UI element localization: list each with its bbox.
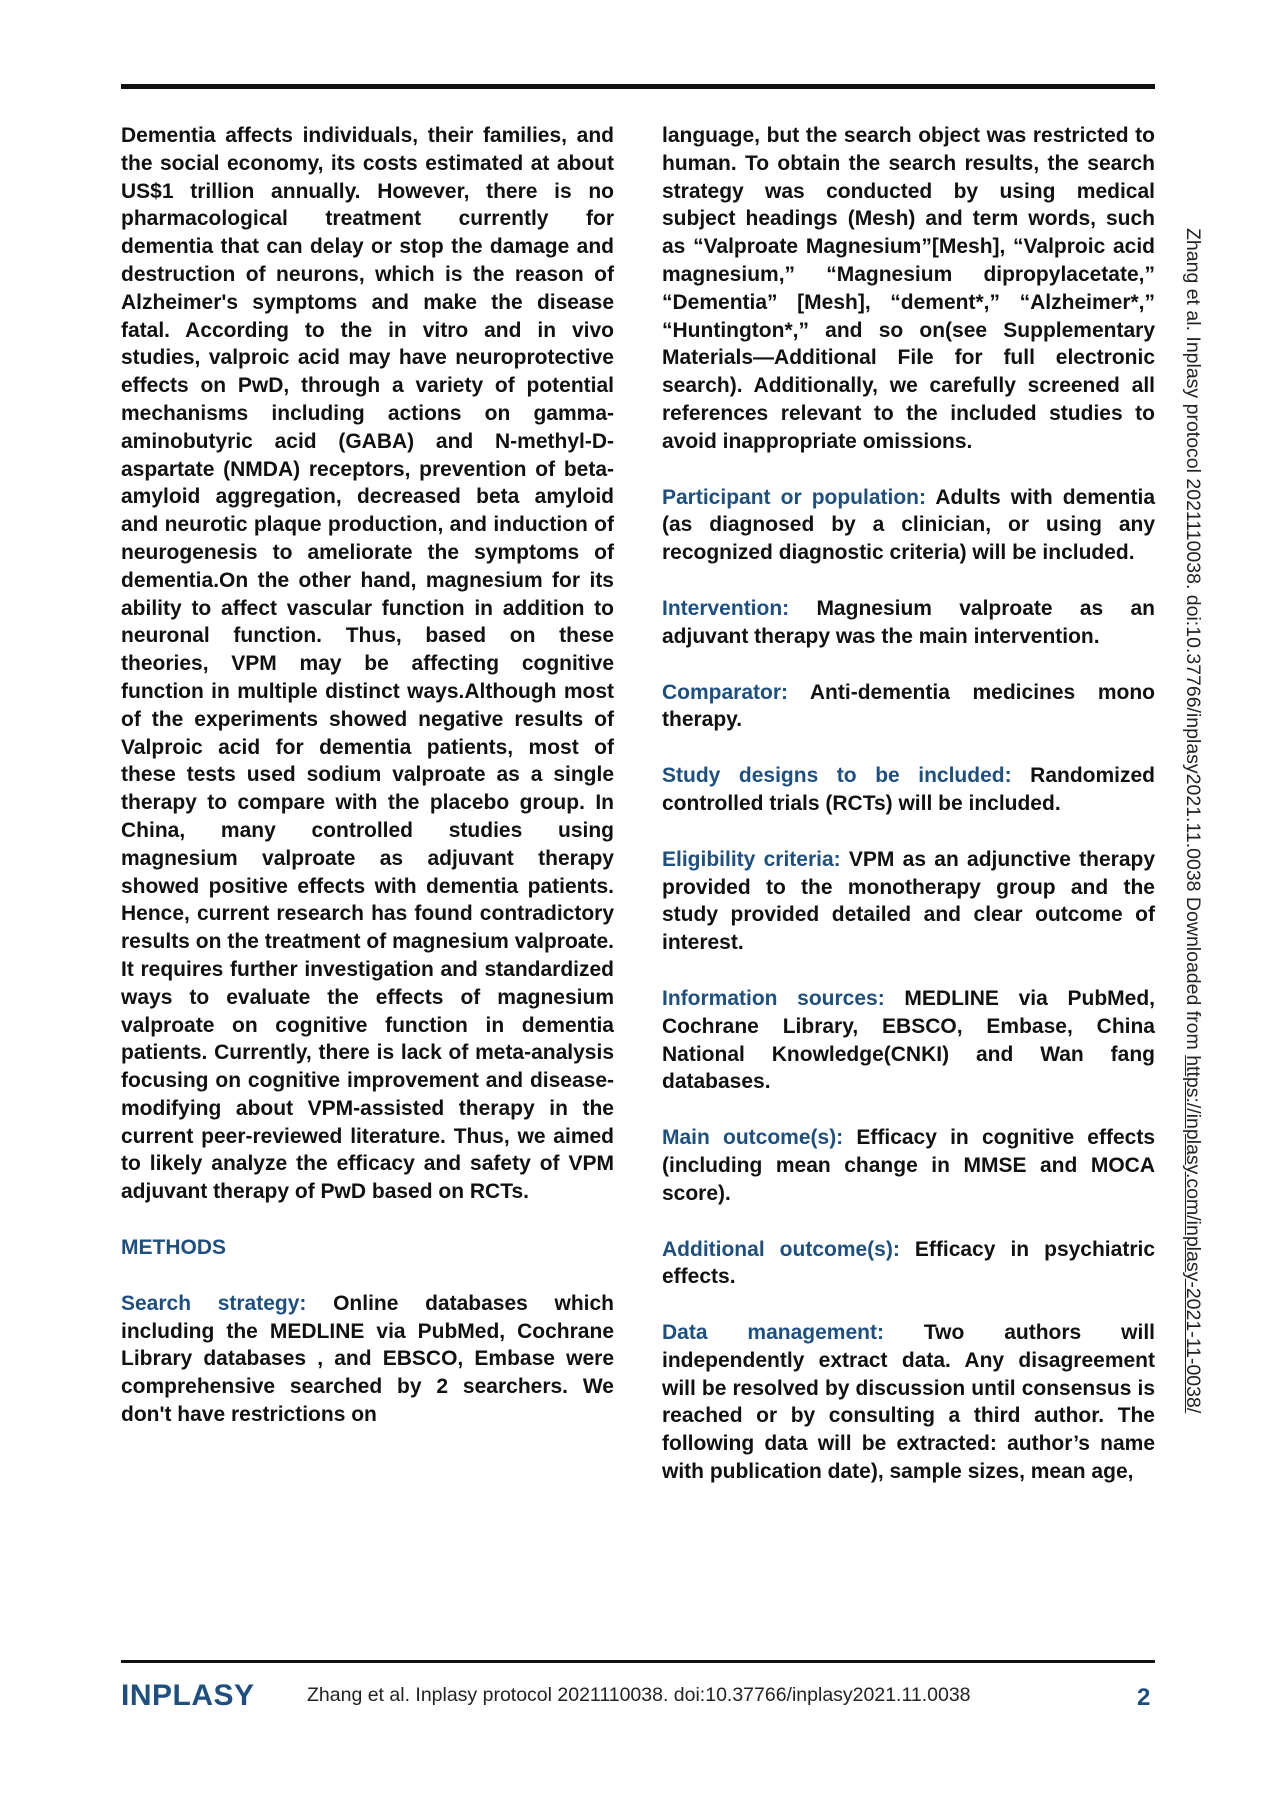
comparator-text: Anti-dementia medicines mono therapy. [662,680,1156,732]
search-strategy-label: Search strategy: [121,1291,307,1315]
additional-outcome-label: Additional outcome(s): [662,1237,900,1261]
participant-label: Participant or population: [662,485,926,509]
left-column [121,122,614,1457]
methods-heading: METHODS [121,1236,226,1260]
information-sources-label: Information sources: [662,986,885,1010]
comparator-paragraph [662,679,1155,735]
participant-text: Adults with dementia (as diagnosed by a clinician, or using any recognized diagnostic criteria) will be included. [662,485,1155,565]
main-outcome-label: Main outcome(s): [662,1126,844,1150]
footer-brand-logo: INPLASY [121,1679,255,1712]
intervention-paragraph [662,595,1155,651]
additional-outcome-text: Efficacy in psychiatric effects. [662,1237,1156,1289]
intervention-text: Magnesium valproate as an adjuvant therapy was the main intervention. [662,596,1155,648]
data-management-paragraph [662,1319,1155,1486]
main-outcome-text: Efficacy in cognitive effects (including mean change in MMSE and MOCA score). [662,1126,1155,1205]
right-column [662,122,1155,1514]
download-sidebar [1181,228,1204,1413]
comparator-label: Comparator: [662,680,789,704]
intro-paragraph: Dementia affects individuals, their families, and the social economy, its costs estimated at about US$1 trillion annually. However, there is no pharmacological treatment currently for dementia that can delay or stop the damage and destruction of neurons, which is the reason of Alzheimer's symptoms and make the disease fatal. According to the in vitro and in vivo studies, valproic acid may have neuroprotective effects on PwD, through a variety of potential mechanisms including actions on gamma-aminobutyric acid (GABA) and N-methyl-D-aspartate (NMDA) receptors, prevention of beta-amyloid aggregation, decreased beta amyloid and neurotic plaque production, and induction of neurogenesis to ameliorate the symptoms of dementia.On the other hand, magnesium for its ability to affect vascular function in addition to neuronal function. Thus, based on these theories, VPM may be affecting cognitive function in multiple distinct ways.Although most of the experiments showed negative results of Valproic acid for dementia patients, most of these tests used sodium valproate as a single therapy to compare with the placebo group. In China, many controlled studies using magnesium valproate as adjuvant therapy showed positive effects with dementia patients. Hence, current research has found contradictory results on the treatment of magnesium valproate. It requires further investigation and standardized ways to evaluate the effects of magnesium valproate on cognitive function in dementia patients. Currently, there is lack of meta-analysis focusing on cognitive improvement and disease-modifying about VPM-assisted therapy in the current peer-reviewed literature. Thus, we aimed to likely analyze the efficacy and safety of VPM adjuvant therapy of PwD based on RCTs. [121,124,614,1204]
sidebar-citation: Zhang et al. Inplasy protocol 2021110038. doi:10.37766/inplasy2021.11.0038 Downloaded from [1182,228,1204,1056]
eligibility-label: Eligibility criteria: [662,847,841,871]
eligibility-paragraph [662,846,1155,957]
search-continued-paragraph: language, but the search object was restricted to human. To obtain the search results, the search strategy was conducted by using medical subject headings (Mesh) and term words, such as “Valproate Magnesium”[Mesh], “Valproic acid magnesium,” “Magnesium dipropylacetate,” “Dementia” [Mesh], “dement*,” “Alzheimer*,” “Huntington*,” and so on(see Supplementary Materials—Additional File for full electronic search). Additionally, we carefully screened all references relevant to the included studies to avoid inappropriate omissions. [662,124,1155,453]
header-rule [121,84,1155,89]
study-designs-paragraph [662,762,1155,818]
data-management-label: Data management: [662,1321,884,1345]
additional-outcome-paragraph [662,1236,1155,1292]
study-designs-label: Study designs to be included: [662,764,1012,788]
sidebar-download-link[interactable]: https://inplasy.com/inplasy-2021-11-0038/ [1182,1055,1204,1414]
footer-rule [121,1660,1155,1663]
search-strategy-text: Online databases which including the MEDLINE via PubMed, Cochrane Library databases , and EBSCO, Embase were comprehensive searched by 2 searchers. We don't have restrictions on [121,1291,614,1427]
information-sources-paragraph [662,985,1155,1096]
data-management-text: Two authors will independently extract data. Any disagreement will be resolved by discussion until consensus is reached or by consulting a third author. The following data will be extracted: author’s name with publication date), sample sizes, mean age, [662,1321,1155,1484]
eligibility-text: VPM as an adjunctive therapy provided to the monotherapy group and the study provided detailed and clear outcome of interest. [662,847,1156,955]
intervention-label: Intervention: [662,596,790,620]
participant-paragraph [662,484,1155,567]
main-outcome-paragraph [662,1124,1155,1207]
footer-citation: Zhang et al. Inplasy protocol 2021110038. doi:10.37766/inplasy2021.11.0038 [307,1684,971,1706]
study-designs-text: Randomized controlled trials (RCTs) will be included. [662,764,1155,815]
page-number: 2 [1137,1684,1151,1711]
information-sources-text: MEDLINE via PubMed, Cochrane Library, EBSCO, Embase, China National Knowledge(CNKI) and Wan fang databases. [662,986,1155,1094]
search-strategy-paragraph [121,1290,614,1429]
